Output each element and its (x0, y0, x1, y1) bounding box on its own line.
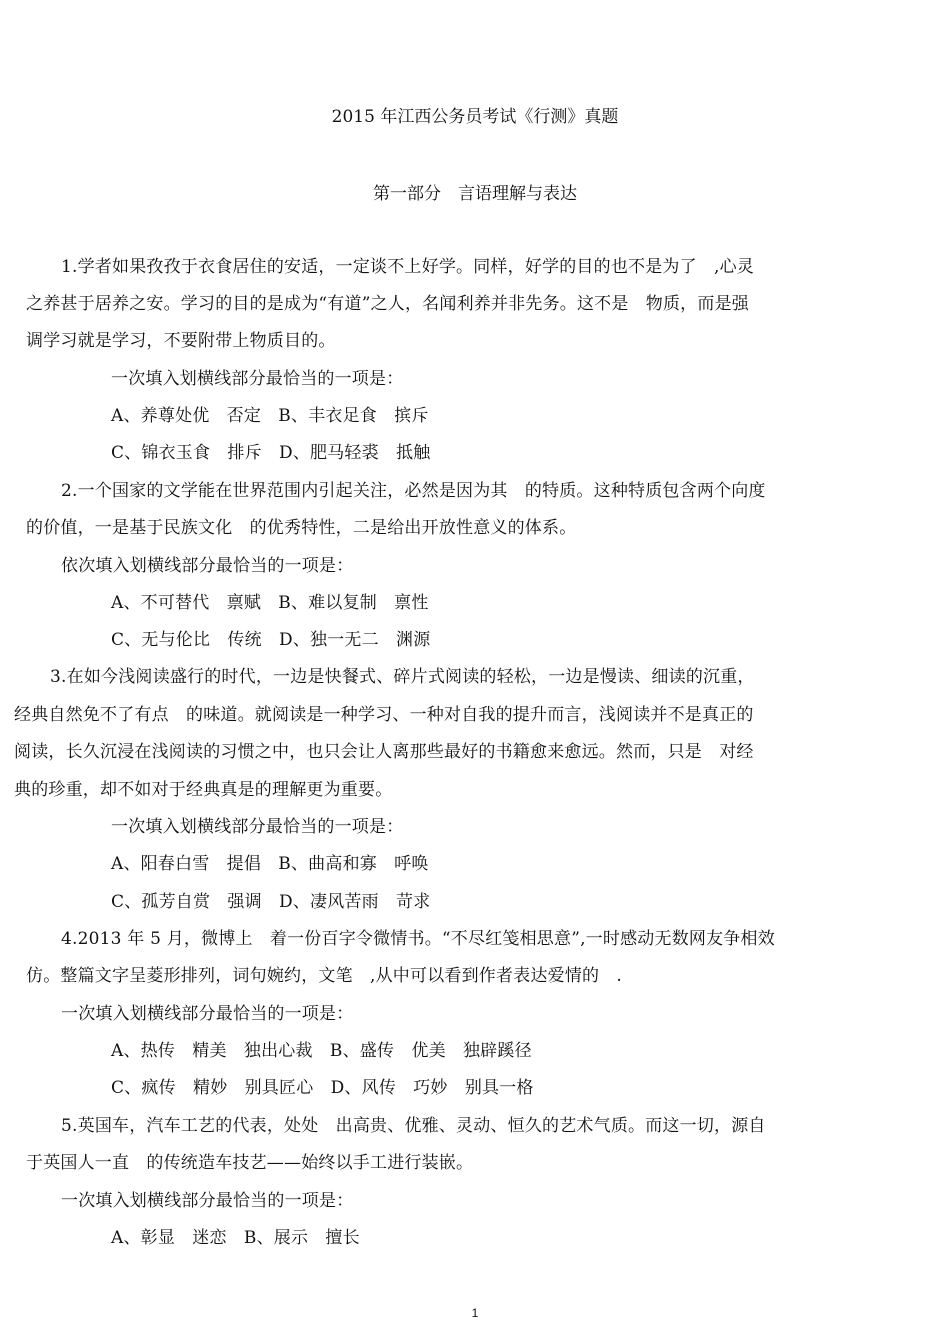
question-2-options-cd: C、无与伦比 传统 D、独一无二 渊源 (111, 630, 431, 650)
question-3-prompt: 一次填入划横线部分最恰当的一项是： (111, 817, 404, 837)
question-2-line-1: 2.一个国家的文学能在世界范围内引起关注，必然是因为其 的特质。这种特质包含两个向度 (61, 481, 766, 501)
question-4-line-2: 仿。整篇文字呈菱形排列，词句婉约，文笔 ,从中可以看到作者表达爱情的 . (26, 966, 623, 986)
question-2-options-ab: A、不可替代 禀赋 B、难以复制 禀性 (111, 593, 429, 613)
question-5-options-ab: A、彰显 迷恋 B、展示 擅长 (111, 1228, 360, 1248)
question-5-prompt: 一次填入划横线部分最恰当的一项是： (61, 1191, 354, 1211)
question-4-options-ab: A、热传 精美 独出心裁 B、盛传 优美 独辟蹊径 (111, 1041, 532, 1061)
page-number: 1 (471, 1306, 479, 1320)
question-5-line-2: 于英国人一直 的传统造车技艺——始终以手工进行装嵌。 (26, 1153, 474, 1173)
question-3-options-ab: A、阳春白雪 提倡 B、曲高和寡 呼唤 (111, 854, 429, 874)
question-5-line-1: 5.英国车，汽车工艺的代表，处处 出高贵、优雅、灵动、恒久的艺术气质。而这一切，源自 (61, 1116, 766, 1136)
document-title: 2015 年江西公务员考试《行测》真题 (331, 107, 619, 127)
question-1-options-cd: C、锦衣玉食 排斥 D、肥马轻裘 抵触 (111, 443, 431, 463)
question-3-options-cd: C、孤芳自赏 强调 D、凄风苦雨 苛求 (111, 892, 431, 912)
question-2-prompt: 依次填入划横线部分最恰当的一项是： (61, 556, 354, 576)
question-3-line-3: 阅读，长久沉浸在浅阅读的习惯之中，也只会让人离那些最好的书籍愈来愈远。然而，只是 对经 (14, 742, 754, 762)
question-1-line-1: 1.学者如果孜孜于衣食居住的安适，一定谈不上好学。同样，好学的目的也不是为了 ,心灵 (61, 257, 755, 277)
question-4-prompt: 一次填入划横线部分最恰当的一项是： (61, 1004, 354, 1024)
question-4-line-1: 4.2013 年 5 月，微博上 着一份百字令微情书。“不尽红笺相思意”,一时感动无数网友争相效 (61, 929, 775, 949)
question-1-line-2: 之养甚于居养之安。学习的目的是成为“有道”之人，名闻利养并非先务。这不是 物质，而是强 (26, 294, 749, 314)
question-1-line-3: 调学习就是学习，不要附带上物质目的。 (26, 331, 336, 351)
question-1-prompt: 一次填入划横线部分最恰当的一项是： (111, 369, 404, 389)
question-3-line-1: 3.在如今浅阅读盛行的时代，一边是快餐式、碎片式阅读的轻松，一边是慢读、细读的沉重， (50, 667, 755, 687)
question-3-line-2: 经典自然免不了有点 的味道。就阅读是一种学习、一种对自我的提升而言，浅阅读并不是真正的 (14, 705, 754, 725)
question-3-line-4: 典的珍重，却不如对于经典真是的理解更为重要。 (14, 780, 393, 800)
question-4-options-cd: C、疯传 精妙 别具匠心 D、风传 巧妙 别具一格 (111, 1078, 534, 1098)
section-heading: 第一部分 言语理解与表达 (373, 184, 577, 204)
question-2-line-2: 的价值，一是基于民族文化 的优秀特性，二是给出开放性意义的体系。 (26, 518, 577, 538)
question-1-options-ab: A、养尊处优 否定 B、丰衣足食 摈斥 (111, 406, 429, 426)
